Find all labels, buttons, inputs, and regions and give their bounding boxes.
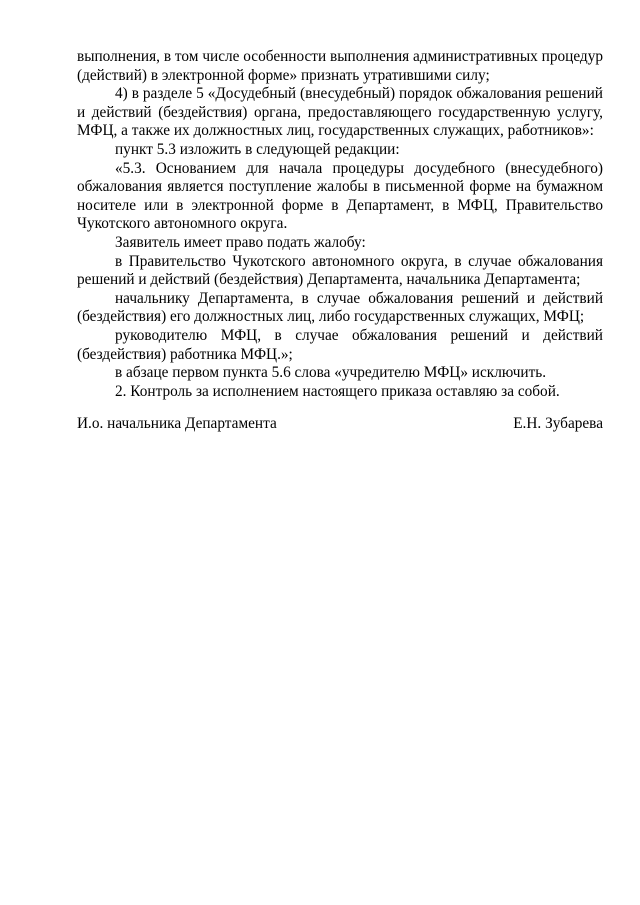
signature-block xyxy=(77,415,603,434)
signature-name: Е.Н. Зубарева xyxy=(513,415,603,432)
paragraph-section-5: 4) в разделе 5 «Досудебный (внесудебный) порядок обжалования решений и действий (бездействия) органа, предоставляющего государственную услугу, МФЦ, а также их должностных лиц, государственных служащих, работников»: xyxy=(77,85,603,140)
paragraph-continuation: выполнения, в том числе особенности выполнения административных процедур (действий) в электронной форме» признать утратившими силу; xyxy=(77,48,603,84)
paragraph-control: 2. Контроль за исполнением настоящего приказа оставляю за собой. xyxy=(115,382,560,400)
paragraph-point-5-3-intro: пункт 5.3 изложить в следующей редакции: xyxy=(115,140,400,158)
paragraph-complaint-right: Заявитель имеет право подать жалобу: xyxy=(115,233,366,251)
signature-position: И.о. начальника Департамента xyxy=(77,415,277,432)
paragraph-complaint-mfc-head: руководителю МФЦ, в случае обжалования решений и действий (бездействия) работника МФЦ.»; xyxy=(77,326,603,363)
paragraph-complaint-government: в Правительство Чукотского автономного округа, в случае обжалования решений и действий (бездействия) Департамента, начальника Департамента; xyxy=(77,252,603,289)
document-body xyxy=(77,48,603,401)
paragraph-point-5-6: в абзаце первом пункта 5.6 слова «учредителю МФЦ» исключить. xyxy=(115,364,547,382)
paragraph-complaint-head: начальнику Департамента, в случае обжалования решений и действий (бездействия) его должностных лиц, либо государственных служащих, МФЦ; xyxy=(77,289,603,326)
paragraph-point-5-3-text: «5.3. Основанием для начала процедуры досудебного (внесудебного) обжалования является поступление жалобы в письменной форме на бумажном носителе или в электронной форме в Департамент, в МФЦ, Правительство Чукотского автономного округа. xyxy=(77,159,603,233)
